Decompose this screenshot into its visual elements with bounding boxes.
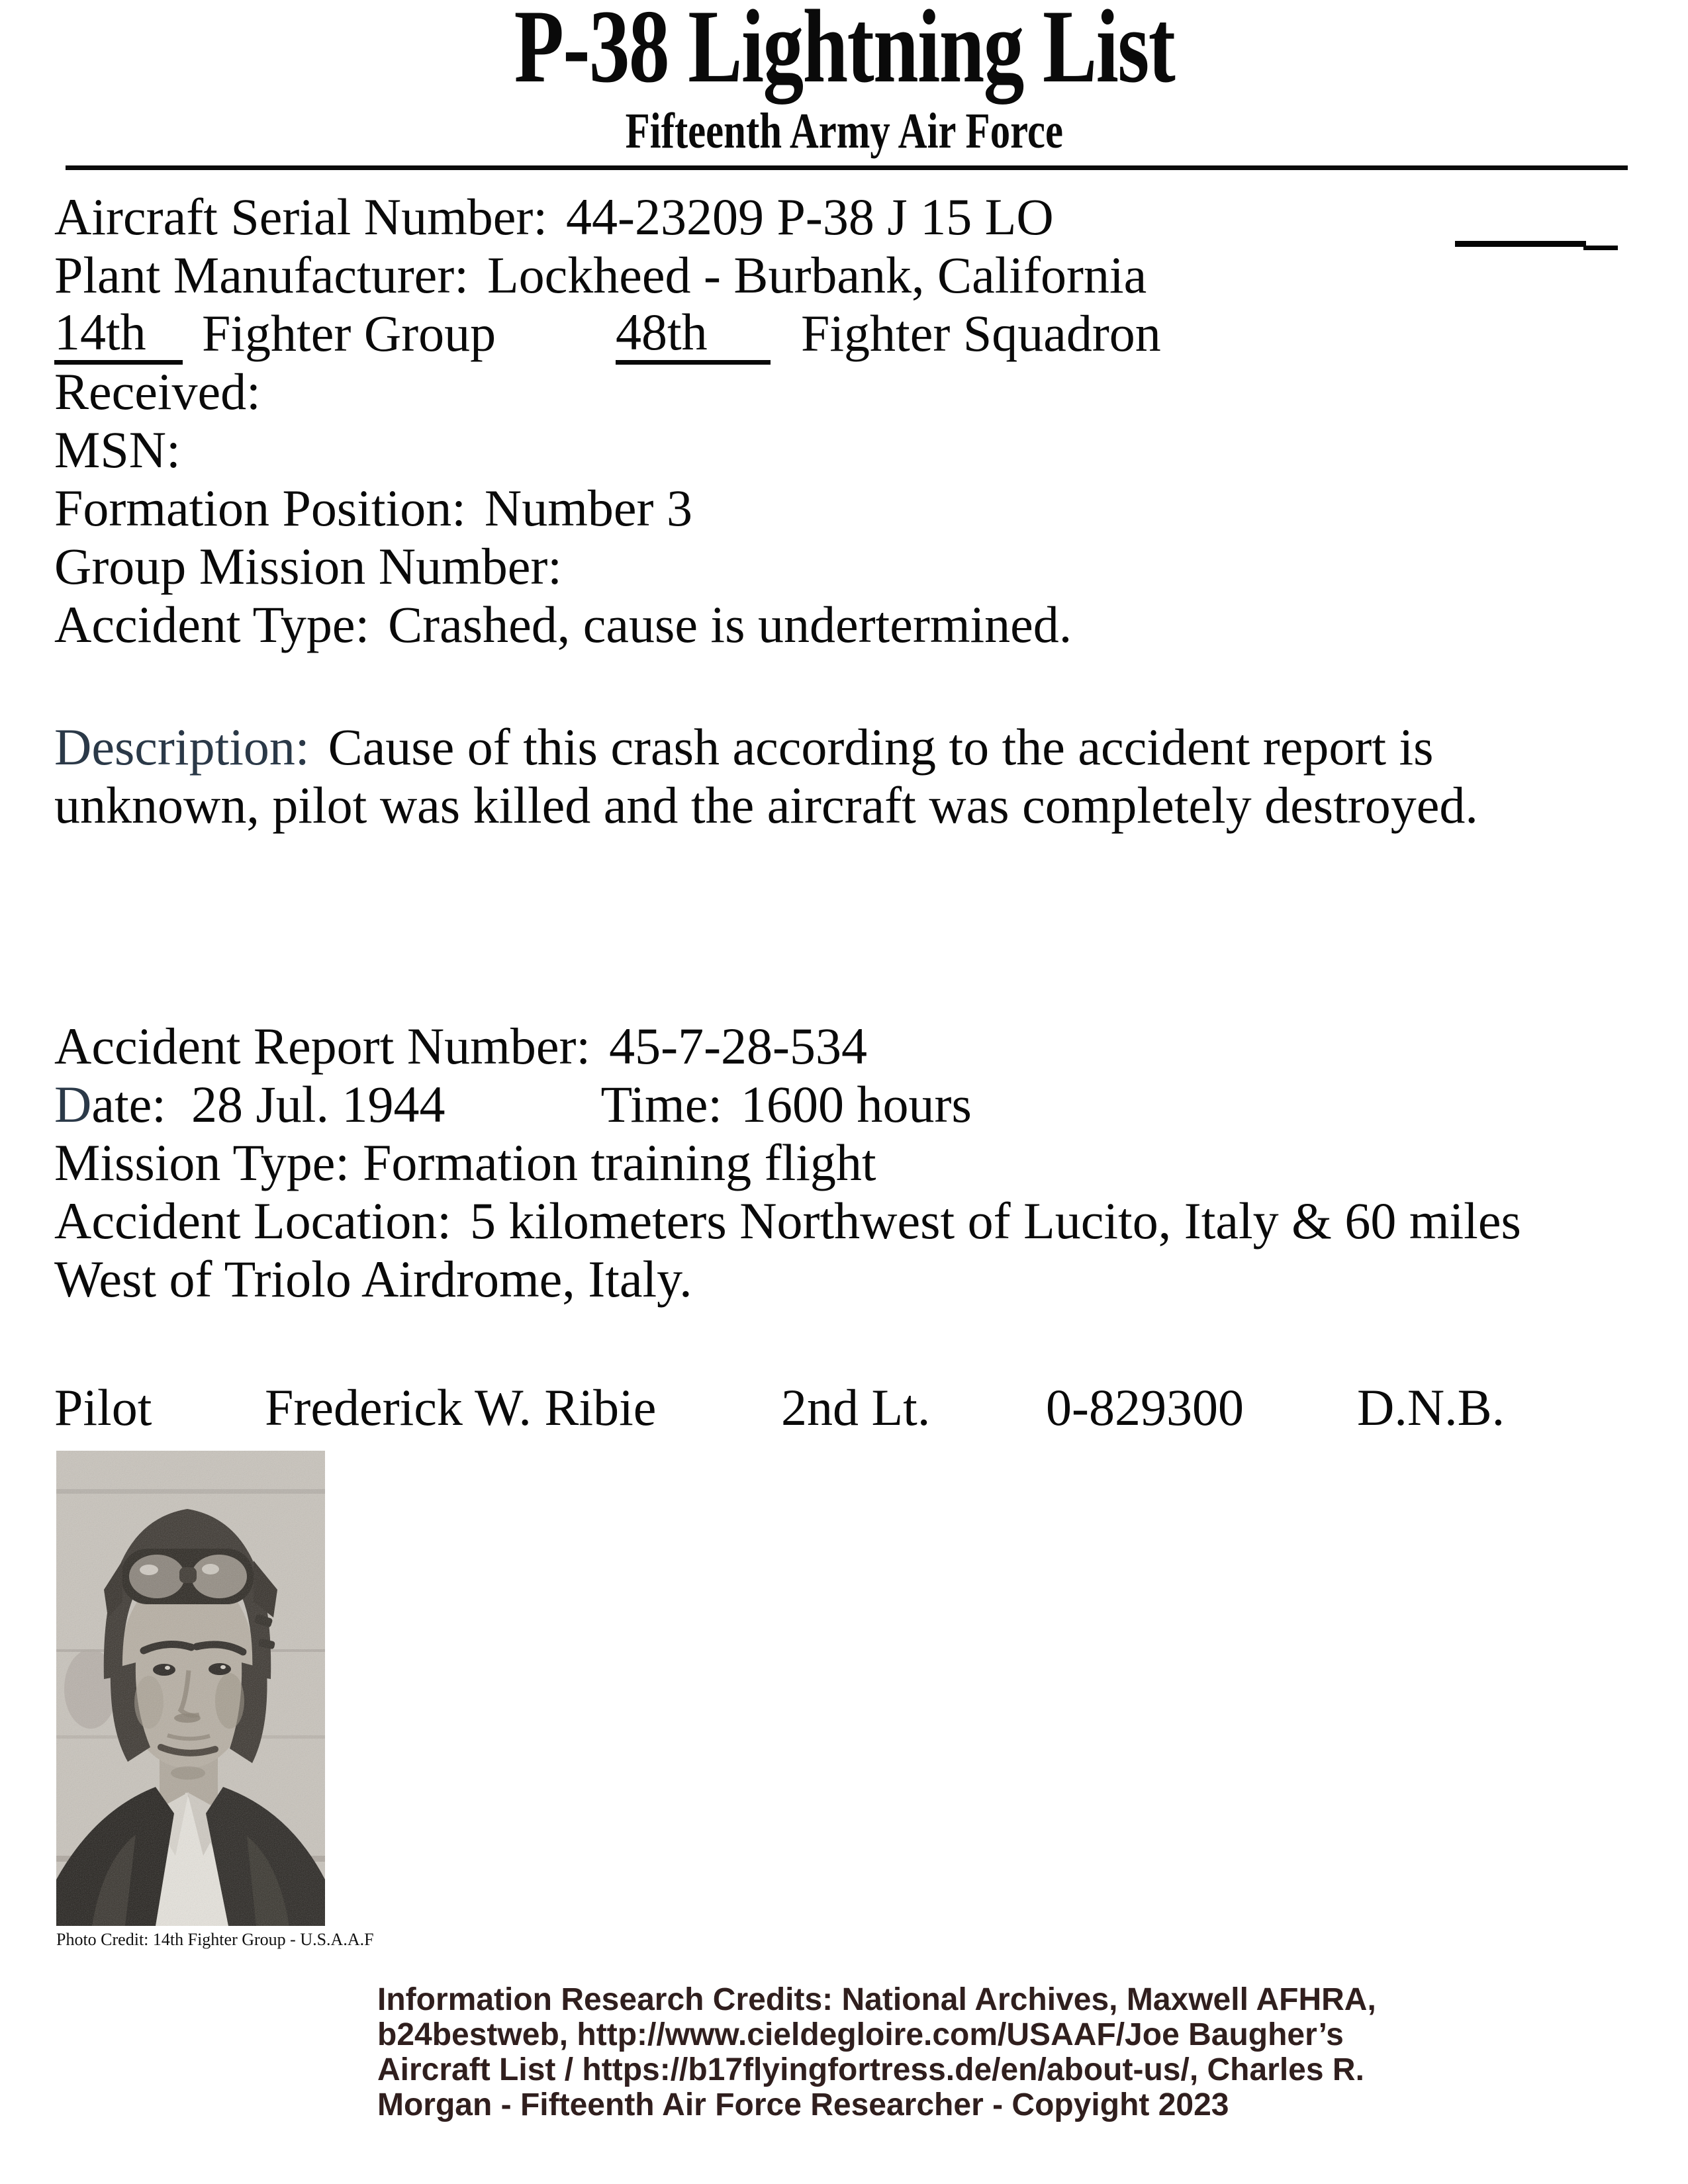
formation-position-label: Formation Position:	[54, 479, 466, 537]
date-label-initial: D	[54, 1075, 92, 1133]
aircraft-identity-section	[54, 188, 1161, 654]
blank-underscore-line	[1455, 241, 1586, 247]
group-mission-number-label: Group Mission Number:	[54, 537, 562, 595]
date-value: 28 Jul. 1944	[191, 1075, 445, 1133]
pilot-status: D.N.B.	[1357, 1379, 1505, 1436]
date-time-line	[54, 1075, 1521, 1134]
accident-type-line	[54, 596, 1147, 654]
description-section	[54, 718, 1478, 835]
credits-line-2: b24bestweb, http://www.cieldegloire.com/USAAF/Joe Baugher’s	[377, 2017, 1344, 2052]
group-mission-number-line	[54, 537, 1147, 596]
credits-line-1: Information Research Credits: National Archives, Maxwell AFHRA,	[377, 1982, 1376, 2017]
accident-report-number-value: 45-7-28-534	[609, 1017, 868, 1075]
group-squadron-line	[54, 303, 1161, 363]
page-title	[0, 0, 1688, 105]
time-label: Time:	[600, 1075, 723, 1133]
credits-line-4: Morgan - Fifteenth Air Force Researcher - Copyight 2023	[377, 2087, 1229, 2122]
accident-location-line-2	[54, 1250, 1521, 1308]
pilot-rank: 2nd Lt.	[781, 1379, 931, 1436]
plant-manufacturer-label: Plant Manufacturer:	[54, 246, 469, 304]
accident-type-value: Crashed, cause is undertermined.	[388, 596, 1072, 653]
description-text-line2: unknown, pilot was killed and the aircraft was completely destroyed.	[54, 776, 1478, 834]
received-label: Received:	[54, 363, 261, 420]
fighter-group-number: 14th	[54, 304, 183, 365]
mission-type-line	[54, 1134, 1521, 1192]
accident-report-number-label: Accident Report Number:	[54, 1017, 591, 1075]
credits-block	[377, 1982, 1376, 2122]
serial-number-line	[54, 188, 1147, 246]
accident-location-value-line2: West of Triolo Airdrome, Italy.	[54, 1250, 692, 1308]
credits-line-3: Aircraft List / https://b17flyingfortress.de/en/about-us/, Charles R.	[377, 2052, 1364, 2087]
accident-type-label: Accident Type:	[54, 596, 370, 653]
pilot-name: Frederick W. Ribie	[265, 1379, 657, 1436]
blank-underscore-line-tail	[1583, 246, 1618, 250]
mission-type-label: Mission Type:	[54, 1134, 350, 1191]
accident-location-line-1	[54, 1192, 1521, 1250]
plant-manufacturer-line	[54, 246, 1147, 304]
accident-report-number-line	[54, 1017, 1521, 1075]
plant-manufacturer-value: Lockheed - Burbank, California	[487, 246, 1147, 304]
serial-number-label: Aircraft Serial Number:	[54, 188, 548, 246]
date-label-rest: ate:	[91, 1075, 166, 1133]
accident-report-section	[54, 1017, 1521, 1308]
description-line-2	[54, 776, 1478, 835]
pilot-serial-number: 0-829300	[1046, 1379, 1244, 1436]
accident-location-value-line1: 5 kilometers Northwest of Lucito, Italy & 60 miles	[469, 1192, 1521, 1250]
pilot-role: Pilot	[54, 1379, 152, 1436]
description-label: Description:	[54, 718, 310, 776]
fighter-group-label: Fighter Group	[202, 304, 496, 362]
serial-number-value: 44-23209 P-38 J 15 LO	[566, 188, 1054, 246]
time-value: 1600 hours	[741, 1075, 972, 1133]
formation-position-line	[54, 479, 1147, 537]
accident-location-label: Accident Location:	[54, 1192, 451, 1250]
pilot-photo	[56, 1451, 325, 1926]
formation-position-value: Number 3	[484, 479, 693, 537]
received-line	[54, 363, 1147, 421]
page-title-text: P-38 Lightning List	[514, 0, 1174, 105]
date-label	[54, 1075, 166, 1133]
fighter-squadron-number: 48th	[616, 304, 771, 365]
msn-line	[54, 421, 1147, 479]
mission-type-value: Formation training flight	[363, 1134, 876, 1191]
page-subtitle-text: Fifteenth Army Air Force	[625, 103, 1063, 159]
description-line-1	[54, 718, 1478, 776]
photo-caption: Photo Credit: 14th Fighter Group - U.S.A.A.F	[56, 1930, 374, 1949]
pilot-photo-graphic	[56, 1451, 325, 1926]
header-divider	[66, 165, 1628, 170]
msn-label: MSN:	[54, 421, 181, 478]
page-subtitle	[0, 103, 1688, 159]
description-text-line1: Cause of this crash according to the accident report is	[328, 718, 1434, 776]
fighter-squadron-label: Fighter Squadron	[801, 304, 1161, 362]
